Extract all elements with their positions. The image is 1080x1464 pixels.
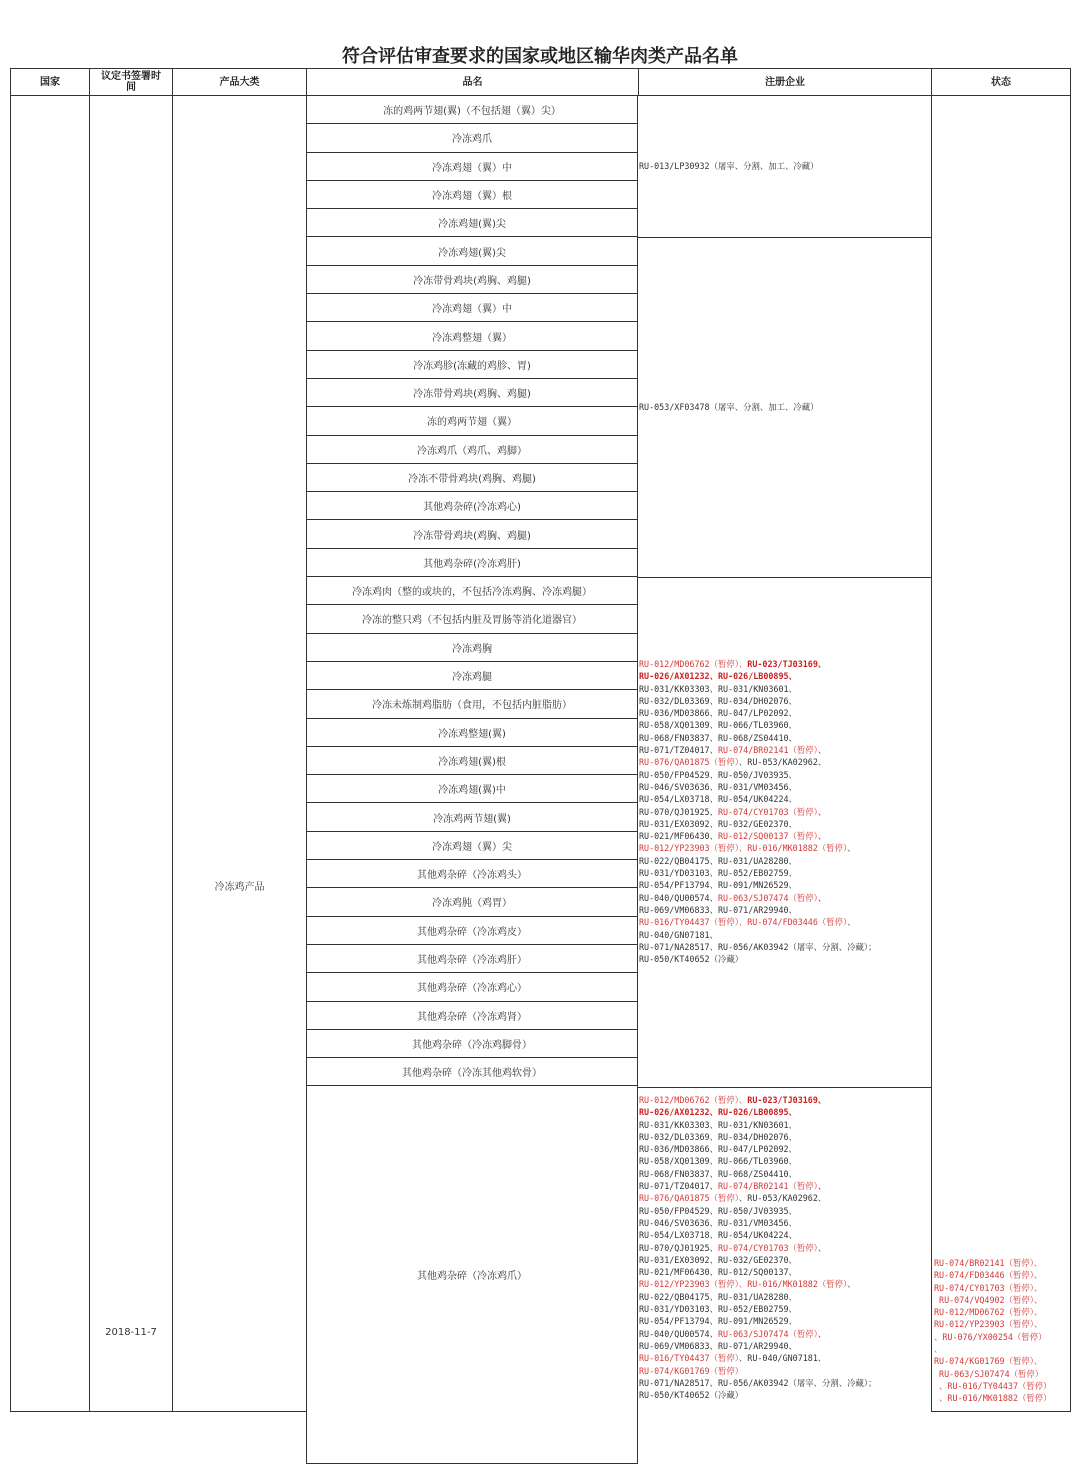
enterprise-code: RU-031/EX03092、RU-032/GE02370、 — [639, 818, 797, 829]
enterprise-code-line — [639, 1328, 877, 1340]
enterprise-code: RU-012/YP23903（暂停）、RU-016/MK01882（暂停） — [639, 843, 848, 854]
enterprise-code: 、 — [847, 843, 856, 854]
product-row — [306, 1086, 638, 1464]
product-name: 冷冻鸡翅（翼）尖 — [432, 841, 512, 853]
enterprise-code-line — [639, 1340, 877, 1352]
product-row — [306, 492, 638, 520]
product-name: 其他鸡杂碎（冷冻鸡爪） — [417, 1271, 527, 1283]
enterprise-code: RU-074/BR02141（暂停） — [717, 745, 818, 756]
enterprise-code: RU-054/PF13794、RU-091/MN26529、 — [639, 880, 797, 891]
enterprise-code: 、 — [847, 1279, 856, 1290]
sign-date-column — [89, 96, 173, 1412]
enterprise-text-2: RU-053/XF03478（屠宰、分割、加工、冷藏） — [639, 402, 819, 412]
enterprise-code: RU-012/MD06762（暂停）、 — [639, 659, 748, 669]
enterprise-code-line — [639, 941, 877, 953]
enterprise-code: RU-074/CY01703（暂停） — [717, 806, 818, 817]
enterprise-code-line — [639, 793, 877, 805]
enterprise-code-line — [639, 892, 877, 904]
enterprise-code-line — [639, 781, 877, 793]
enterprise-code: RU-069/VM06833、RU-071/AR29940、 — [639, 904, 797, 915]
country-column — [10, 96, 90, 1412]
enterprise-code: RU-068/FN03837、RU-068/ZS04410、 — [639, 732, 797, 743]
status-code-line: RU-063/SJ07474（暂停） — [934, 1368, 1044, 1379]
enterprise-code: RU-022/QB04175、RU-031/UA28280、 — [639, 855, 797, 866]
product-name: 冷冻鸡两节翅(翼) — [433, 813, 511, 825]
status-code-line: RU-074/FD03446（暂停）、 — [934, 1270, 1043, 1281]
enterprise-code: RU-070/QJ01925、 — [639, 806, 718, 817]
enterprise-code-line — [639, 744, 877, 756]
enterprise-code-line — [639, 1094, 877, 1106]
product-name: 其他鸡杂碎（冷冻鸡脚骨） — [412, 1039, 532, 1051]
product-name: 冷冻鸡爪（鸡爪、鸡脚） — [417, 445, 527, 457]
status-code-line: RU-074/VQ4902（暂停）、 — [934, 1294, 1043, 1305]
product-name: 冷冻带骨鸡块(鸡胸、鸡腿) — [413, 530, 531, 542]
enterprise-code: RU-022/QB04175、RU-031/UA28280、 — [639, 1291, 797, 1302]
enterprise-code: RU-032/DL03369、RU-034/DH02076、 — [639, 1131, 797, 1142]
enterprise-code-line — [639, 1229, 877, 1241]
product-name: 其他鸡杂碎(冷冻鸡肝) — [423, 558, 521, 570]
status-codes — [934, 1257, 1052, 1405]
status-code-line: RU-012/MD06762（暂停）、 — [934, 1307, 1043, 1318]
product-row — [306, 436, 638, 464]
product-row — [306, 775, 638, 803]
enterprise-code: RU-070/QJ01925、 — [639, 1242, 718, 1253]
enterprise-code: RU-063/SJ07474（暂停） — [717, 892, 818, 903]
product-name: 其他鸡杂碎（冷冻鸡头） — [417, 870, 527, 882]
product-row — [306, 351, 638, 379]
enterprise-code: 、 — [817, 1328, 827, 1339]
enterprise-code: RU-046/SV03636、RU-031/VM03456、 — [639, 1217, 797, 1228]
enterprise-code: RU-031/YD03103、RU-052/EB02759、 — [639, 868, 797, 879]
enterprise-code-line — [639, 818, 877, 830]
product-row — [306, 690, 638, 718]
enterprise-code-line — [639, 1291, 877, 1303]
enterprise-code-line — [639, 1266, 877, 1278]
enterprise-code: RU-058/XQ01309、RU-066/TL03960、 — [639, 1156, 797, 1167]
product-row — [306, 464, 638, 492]
enterprise-code: RU-050/KT40652（冷藏） — [639, 954, 744, 965]
enterprise-code: RU-074/KG01769（暂停） — [639, 1365, 744, 1376]
enterprise-code: RU-074/CY01703（暂停） — [717, 1242, 818, 1253]
enterprise-code-line — [639, 1315, 877, 1327]
enterprise-code: 、RU-053/KA02962、 — [738, 757, 827, 768]
enterprise-code: RU-036/MD03866、RU-047/LP02092、 — [639, 708, 797, 719]
enterprise-code-line — [639, 867, 877, 879]
enterprise-code-line — [639, 732, 877, 744]
product-name: 冷冻鸡翅（翼）中 — [432, 162, 512, 174]
enterprise-code: RU-069/VM06833、RU-071/AR29940、 — [639, 1340, 797, 1351]
header-status: 状态 — [931, 68, 1071, 96]
product-row — [306, 124, 638, 152]
enterprise-code-line — [639, 953, 877, 965]
product-name: 冷冻鸡腿 — [452, 672, 492, 684]
enterprise-code-line — [639, 916, 877, 928]
product-row — [306, 237, 638, 265]
enterprise-code-line — [639, 1131, 877, 1143]
product-name: 冷冻带骨鸡块(鸡胸、鸡腿) — [413, 389, 531, 401]
product-row — [306, 322, 638, 350]
enterprise-code: RU-031/YD03103、RU-052/EB02759、 — [639, 1304, 797, 1315]
product-row — [306, 1058, 638, 1086]
enterprise-code-line — [639, 1377, 877, 1389]
enterprise-code-line — [639, 879, 877, 891]
enterprise-code: RU-040/QU00574、 — [639, 892, 718, 903]
enterprise-code: 、 — [817, 1242, 827, 1253]
product-name: 冷冻鸡翅(翼)中 — [438, 785, 506, 797]
header-category: 产品大类 — [172, 68, 307, 96]
enterprise-cell-4 — [638, 1088, 932, 1412]
enterprise-code-line — [639, 670, 877, 682]
enterprise-code: RU-026/AX01232、RU-026/LB00895、 — [639, 1107, 797, 1118]
enterprise-code-line — [639, 769, 877, 781]
product-row — [306, 520, 638, 548]
enterprise-code: RU-026/AX01232、RU-026/LB00895、 — [639, 671, 797, 682]
enterprise-code-line — [639, 1168, 877, 1180]
product-row — [306, 294, 638, 322]
header-product: 品名 — [306, 68, 639, 96]
enterprise-code: RU-054/PF13794、RU-091/MN26529、 — [639, 1316, 797, 1327]
enterprise-code-line — [639, 855, 877, 867]
product-name: 冷冻鸡翅(翼)根 — [438, 756, 506, 768]
enterprise-cell-3 — [638, 578, 932, 1088]
product-name: 冷冻带骨鸡块(鸡胸、鸡腿) — [413, 275, 531, 287]
enterprise-code: RU-050/KT40652（冷藏） — [639, 1390, 744, 1401]
header-enterprise: 注册企业 — [638, 68, 932, 96]
category-cell: 冷冻鸡产品 — [214, 882, 265, 893]
enterprise-code-line — [639, 830, 877, 842]
page-title: 符合评估审查要求的国家或地区输华肉类产品名单 — [342, 46, 738, 67]
enterprise-code-line — [639, 1303, 877, 1315]
enterprise-code: RU-054/LX03718、RU-054/UK04224、 — [639, 794, 797, 805]
enterprise-code: RU-036/MD03866、RU-047/LP02092、 — [639, 1144, 797, 1155]
product-row — [306, 549, 638, 577]
product-row — [306, 634, 638, 662]
enterprise-code: 、 — [817, 892, 827, 903]
enterprise-code: 、 — [847, 917, 856, 928]
product-name: 其他鸡杂碎（冷冻鸡心） — [417, 983, 527, 995]
enterprise-code: RU-050/FP04529、RU-050/JV03935、 — [639, 769, 797, 780]
product-name: 冷冻鸡胸 — [452, 643, 492, 655]
product-name: 其他鸡杂碎（冷冻鸡皮） — [417, 926, 527, 938]
product-row — [306, 1030, 638, 1058]
enterprise-cell-2 — [638, 238, 932, 578]
status-column — [931, 96, 1071, 1412]
enterprise-codes-4 — [639, 1094, 877, 1401]
enterprise-code-line — [639, 929, 877, 941]
enterprise-code: 、 — [817, 1181, 827, 1192]
product-row — [306, 379, 638, 407]
product-row — [306, 209, 638, 237]
status-code-line: RU-012/YP23903（暂停）、 — [934, 1319, 1043, 1330]
product-name: 冷冻鸡翅(翼)尖 — [438, 219, 506, 231]
enterprise-code: RU-071/TZ04017、 — [639, 1181, 718, 1192]
enterprise-code: RU-071/NA28517、RU-056/AK03942（屠宰、分割、冷藏）； — [639, 1377, 877, 1388]
enterprise-code: RU-021/MF06430、RU-012/SQ00137、 — [639, 1267, 797, 1278]
enterprise-code: 、 — [817, 745, 827, 756]
product-list — [306, 96, 638, 1464]
enterprise-code: RU-063/SJ07474（暂停） — [717, 1328, 818, 1339]
enterprise-code: 、 — [817, 831, 827, 842]
product-row — [306, 803, 638, 831]
enterprise-code: RU-076/QA01875（暂停） — [639, 757, 739, 768]
enterprise-code-line — [639, 904, 877, 916]
product-name: 冷冻的整只鸡（不包括内脏及胃肠等消化道器官） — [362, 615, 582, 627]
status-code-line: 、RU-076/YX00254（暂停） — [934, 1331, 1047, 1342]
enterprise-code: RU-076/QA01875（暂停） — [639, 1193, 739, 1204]
product-name: 冷冻鸡胗(冻藏的鸡胗、胃) — [413, 360, 531, 372]
enterprise-code: RU-071/NA28517、RU-056/AK03942（屠宰、分割、冷藏）； — [639, 941, 877, 952]
product-name: 其他鸡杂碎（冷冻鸡肾） — [417, 1011, 527, 1023]
product-name: 冻的鸡两节翅（翼） — [427, 417, 517, 429]
status-code-line: 、RU-016/TY04437（暂停） — [934, 1380, 1052, 1391]
product-row — [306, 888, 638, 916]
enterprise-code-line — [639, 1119, 877, 1131]
enterprise-code: RU-012/YP23903（暂停）、RU-016/MK01882（暂停） — [639, 1279, 848, 1290]
enterprise-code-line — [639, 1155, 877, 1167]
product-name: 冻的鸡两节翅(翼)（不包括翅（翼）尖） — [383, 106, 561, 118]
product-row — [306, 266, 638, 294]
enterprise-code: RU-031/KK03303、RU-031/KN03601、 — [639, 683, 797, 694]
enterprise-code: RU-023/TJ03169、 — [747, 659, 827, 669]
enterprise-code: RU-023/TJ03169、 — [747, 1095, 827, 1105]
status-code-line: 、RU-016/MK01882（暂停） — [934, 1393, 1052, 1404]
enterprise-code-line — [639, 658, 877, 670]
enterprise-code: 、RU-053/KA02962、 — [738, 1193, 827, 1204]
enterprise-code-line — [639, 1143, 877, 1155]
enterprise-code: RU-058/XQ01309、RU-066/TL03960、 — [639, 720, 797, 731]
enterprise-text-1: RU-013/LP30932（屠宰、分割、加工、冷藏） — [639, 161, 819, 171]
enterprise-code: RU-031/EX03092、RU-032/GE02370、 — [639, 1254, 797, 1265]
product-row — [306, 945, 638, 973]
enterprise-code: RU-021/MF06430、 — [639, 831, 718, 842]
enterprise-code: RU-046/SV03636、RU-031/VM03456、 — [639, 781, 797, 792]
enterprise-code: RU-054/LX03718、RU-054/UK04224、 — [639, 1230, 797, 1241]
product-name: 冷冻鸡肫（鸡胃） — [432, 898, 512, 910]
product-row — [306, 832, 638, 860]
enterprise-code: RU-016/TY04437（暂停） — [639, 1353, 739, 1364]
product-name: 其他鸡杂碎（冷冻其他鸡软骨） — [402, 1068, 542, 1080]
enterprise-code-line — [639, 1192, 877, 1204]
product-row — [306, 96, 638, 124]
product-row — [306, 973, 638, 1001]
enterprise-code: RU-040/GN07181、 — [639, 929, 718, 940]
enterprise-code-line — [639, 806, 877, 818]
enterprise-code-line — [639, 683, 877, 695]
enterprise-code-line — [639, 756, 877, 768]
enterprise-code-line — [639, 842, 877, 854]
enterprise-code: RU-012/SQ00137（暂停） — [717, 831, 818, 842]
product-name: 冷冻鸡翅（翼）中 — [432, 304, 512, 316]
enterprise-codes-3 — [639, 658, 877, 965]
product-row — [306, 662, 638, 690]
status-code-line: RU-074/CY01703（暂停）、 — [934, 1282, 1043, 1293]
product-row — [306, 605, 638, 633]
product-name: 冷冻不带骨鸡块(鸡胸、鸡腿) — [408, 474, 536, 485]
product-name: 冷冻鸡翅(翼)尖 — [438, 247, 506, 259]
enterprise-code: RU-071/TZ04017、 — [639, 745, 718, 756]
header-country: 国家 — [10, 68, 90, 96]
enterprise-code: RU-031/KK03303、RU-031/KN03601、 — [639, 1119, 797, 1130]
product-name: 冷冻鸡整翅（翼） — [432, 332, 512, 344]
enterprise-code-line — [639, 1278, 877, 1290]
product-name: 冷冻鸡肉（整的或块的，不包括冷冻鸡胸、冷冻鸡腿） — [352, 587, 592, 599]
enterprise-code-line — [639, 1106, 877, 1118]
product-name: 冷冻鸡整翅(翼) — [438, 728, 506, 740]
product-name: 冷冻未炼制鸡脂肪（食用，不包括内脏脂肪） — [372, 700, 572, 712]
product-row — [306, 917, 638, 945]
product-row — [306, 719, 638, 747]
product-row — [306, 577, 638, 605]
enterprise-code: RU-050/FP04529、RU-050/JV03935、 — [639, 1205, 797, 1216]
enterprise-code-line — [639, 695, 877, 707]
status-code-line: RU-074/BR02141（暂停）、 — [934, 1258, 1043, 1268]
enterprise-code: RU-032/DL03369、RU-034/DH02076、 — [639, 695, 797, 706]
product-name: 其他鸡杂碎（冷冻鸡肝） — [417, 955, 527, 967]
enterprise-code-line — [639, 1217, 877, 1229]
enterprise-code-line — [639, 719, 877, 731]
status-code-line: 、 — [934, 1344, 943, 1355]
enterprise-code-line — [639, 1365, 877, 1377]
enterprise-code-line — [639, 707, 877, 719]
enterprise-code-line — [639, 1389, 877, 1401]
product-row — [306, 1002, 638, 1030]
product-name: 冷冻鸡翅（翼）根 — [432, 191, 512, 203]
product-row — [306, 153, 638, 181]
category-column — [172, 96, 307, 1412]
header-sign-date: 议定书签署时间 — [89, 68, 173, 96]
enterprise-cell-1 — [638, 96, 932, 238]
product-row — [306, 860, 638, 888]
enterprise-code-line — [639, 1180, 877, 1192]
enterprise-code: RU-040/QU00574、 — [639, 1328, 718, 1339]
enterprise-code-line — [639, 1242, 877, 1254]
status-code-line: RU-074/KG01769（暂停）、 — [934, 1356, 1043, 1367]
enterprise-code-line — [639, 1205, 877, 1217]
enterprise-code: RU-016/TY04437（暂停）、RU-074/FD03446（暂停） — [639, 917, 848, 928]
enterprise-code: 、 — [817, 806, 827, 817]
product-row — [306, 407, 638, 435]
product-name: 冷冻鸡爪 — [452, 134, 492, 146]
enterprise-code-line — [639, 1254, 877, 1266]
enterprise-code: RU-012/MD06762（暂停）、 — [639, 1095, 748, 1105]
enterprise-code: 、RU-040/GN07181、 — [738, 1353, 827, 1364]
product-row — [306, 747, 638, 775]
product-row — [306, 181, 638, 209]
enterprise-code: RU-074/BR02141（暂停） — [717, 1181, 818, 1192]
product-name: 其他鸡杂碎(冷冻鸡心) — [423, 502, 521, 514]
sign-date-cell: 2018-11-7 — [105, 1327, 157, 1338]
enterprise-code: RU-068/FN03837、RU-068/ZS04410、 — [639, 1168, 797, 1179]
enterprise-code-line — [639, 1352, 877, 1364]
